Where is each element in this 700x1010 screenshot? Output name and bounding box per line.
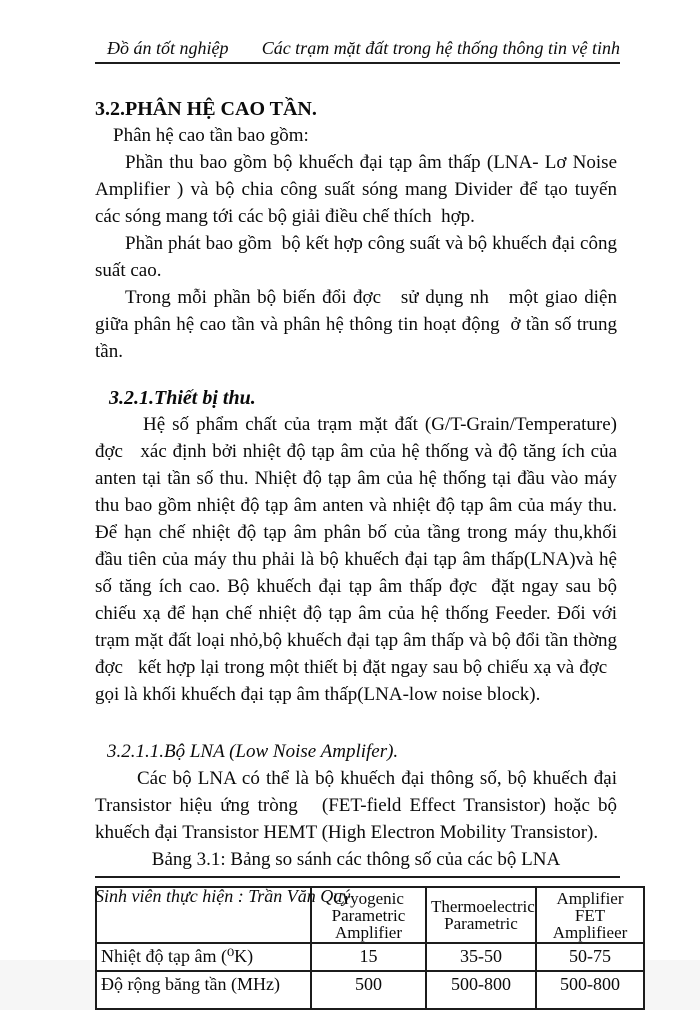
- cell-value: 50-75: [536, 943, 644, 971]
- table-row-bandwidth: [96, 971, 644, 1009]
- cell-value: 15: [311, 943, 426, 971]
- table-header-cryogenic: Cryogenic Parametric Amplifier: [311, 887, 426, 943]
- row-label: Độ rộng băng tần (MHz): [96, 971, 311, 1009]
- paragraph-converter: Trong mỗi phần bộ biến đổi đợc sử dụng nh một giao diện giữa phân hệ cao tần và phân hệ thông tin hoạt động ở tần số trung tần.: [95, 287, 617, 362]
- footer-student-name: Sinh viên thực hiện : Trần Văn Quý: [95, 886, 351, 906]
- section-heading-3-2-1: 3.2.1.Thiết bị thu.: [109, 387, 256, 409]
- table-header-fet: Amplifier FET Amplifieer: [536, 887, 644, 943]
- table-header-thermoelectric: Thermoelectric Parametric: [426, 887, 536, 943]
- cell-value: 500-800: [426, 971, 536, 1009]
- cell-value: 500-800: [536, 971, 644, 1009]
- header-chapter-title: Các trạm mặt đất trong hệ thống thông tin vệ tinh: [261, 38, 620, 58]
- paragraph-transmit-part: Phần phát bao gồm bộ kết hợp công suất và bộ khuếch đại công suất cao.: [95, 233, 617, 281]
- cell-value: 500: [311, 971, 426, 1009]
- page-body: [95, 96, 628, 1010]
- page-header: [95, 38, 620, 64]
- cell-value: 35-50: [426, 943, 536, 971]
- section-heading-3-2: 3.2.PHÂN HỆ CAO TẦN.: [95, 98, 317, 120]
- paragraph-receiver-figure-of-merit: Hệ số phẩm chất của trạm mặt đất (G/T-Grain/Temperature) đợc xác định bởi nhiệt độ tạp âm của hệ thống và độ tăng ích của anten tại tần số thu. Nhiệt độ tạp âm của hệ thống tại đầu vào máy thu bao gồm nhiệt độ tạp âm anten và nhiệt độ tạp âm của máy thu. Để hạn chế nhiệt độ tạp âm phân bố của tầng trong máy thu,khối đầu tiên của máy thu phải là bộ khuếch đại tạp âm thấp(LNA)và hệ số tăng ích cao. Bộ khuếch đại tạp âm thấp đợc đặt ngay sau bộ chiếu xạ để hạn chế nhiệt độ tạp âm của hệ thống Feeder. Đối với trạm mặt đất loại nhỏ,bộ khuếch đại tạp âm thấp và bộ đổi tần thờng đợc kết hợp lại trong một thiết bị đặt ngay sau bộ chiếu xạ và đợc gọi là khối khuếch đại tạp âm thấp(LNA-low noise block).: [95, 414, 617, 705]
- table-row-noise-temperature: [96, 943, 644, 971]
- row-label: Nhiệt độ tạp âm (⁰K): [96, 943, 311, 971]
- page-footer: [95, 876, 620, 907]
- header-doc-title: Đồ án tốt nghiệp: [107, 38, 229, 58]
- paragraph-receive-part: Phần thu bao gồm bộ khuếch đại tạp âm thấp (LNA- Lơ Noise Amplifier ) và bộ chia công suất sóng mang Divider để tạo tuyến các sóng mang tới các bộ giải điều chế thích hợp.: [95, 152, 617, 227]
- section-heading-3-2-1-1: 3.2.1.1.Bộ LNA (Low Noise Amplifer).: [107, 741, 399, 762]
- table-caption: Bảng 3.1: Bảng so sánh các thông số của các bộ LNA: [151, 849, 561, 870]
- paragraph-intro: Phân hệ cao tần bao gồm:: [113, 125, 309, 146]
- paragraph-lna-types: Các bộ LNA có thể là bộ khuếch đại thông số, bộ khuếch đại Transistor hiệu ứng tròng (FET-field Effect Transistor) hoặc bộ khuếch đại Transistor HEMT (High Electron Mobility Transistor).: [95, 768, 617, 843]
